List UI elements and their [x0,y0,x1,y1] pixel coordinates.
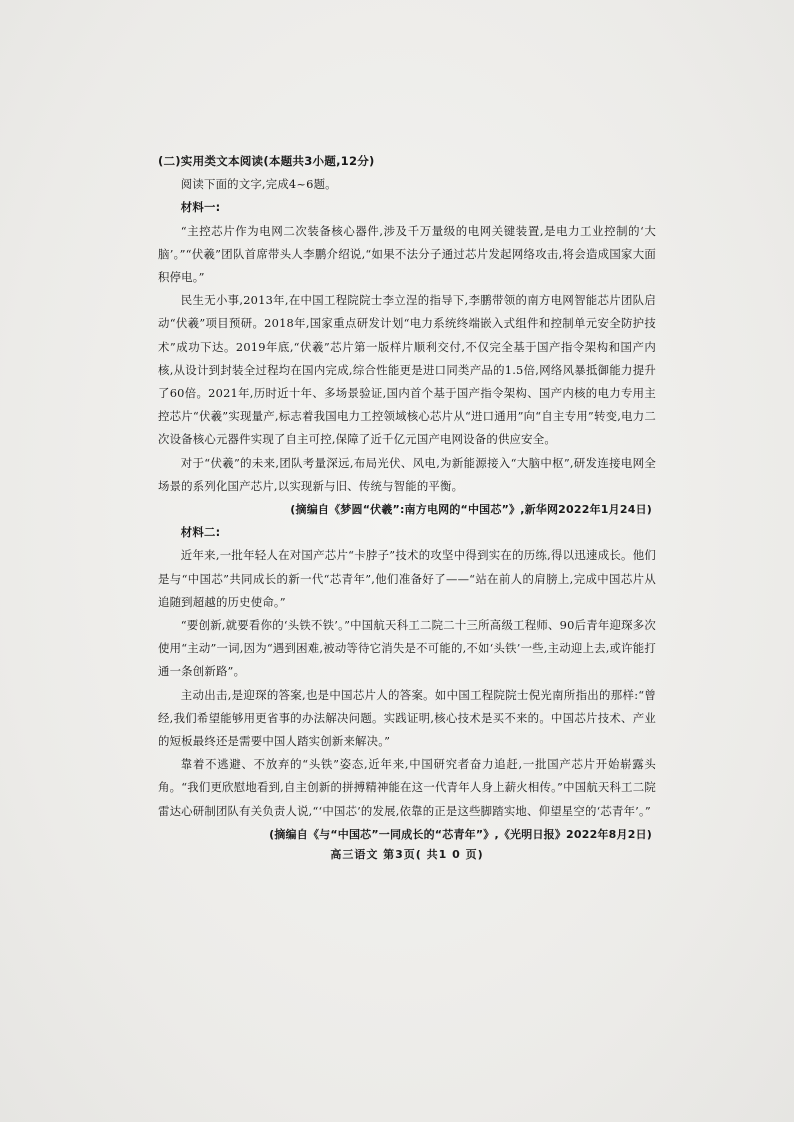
material1-paragraph: 民生无小事,2013年,在中国工程院院士李立浧的指导下,李鹏带领的南方电网智能芯片团队启动“伏羲”项目预研。2018年,国家重点研发计划“电力系统终端嵌入式组件和控制单元安全防护技术”成功下达。2019年底,“伏羲”芯片第一版样片顺利交付,不仅完全基于国产指令架构和国产内核,从设计到封装全过程均在国内完成,综合性能更是进口同类产品的1.5倍,网络风暴抵御能力提升了60倍。2021年,历时近十年、多场景验证,国内首个基于国产指令架构、国产内核的电力专用主控芯片“伏羲”实现量产,标志着我国电力工控领域核心芯片从“进口通用”向“自主专用”转变,电力二次设备核心元器件实现了自主可控,保障了近千亿元国产电网设备的供应安全。 [158,293,656,447]
material1-label: 材料一: [180,200,221,215]
material1-paragraph: 对于“伏羲”的未来,团队考量深远,布局光伏、风电,为新能源接入“大脑中枢”,研发连接电网全场景的系列化国产芯片,以实现新与旧、传统与智能的平衡。 [158,455,656,493]
material2-paragraph: “要创新,就要看你的‘头铁不铁’。”中国航天科工二院二十三所高级工程师、90后青年迎琛多次使用“主动”一词,因为“遇到困难,被动等待它消失是不可能的,不如‘头铁’一些,主动迎上去,或许能打通一条创新路”。 [158,618,656,679]
material1-source: (摘编自《梦圆“伏羲”:南方电网的“中国芯”》,新华网2022年1月24日) [290,503,652,517]
exam-page-content [158,150,656,864]
material1-paragraph: “主控芯片作为电网二次装备核心器件,涉及千万量级的电网关键装置,是电力工业控制的‘大脑’。”“伏羲”团队首席带头人李鹏介绍说,“如果不法分子通过芯片发起网络攻击,将会造成国家大面积停电。” [158,223,656,285]
section-instruction: 阅读下面的文字,完成4~6题。 [180,177,337,192]
material2-paragraph: 主动出击,是迎琛的答案,也是中国芯片人的答案。如中国工程院院士倪光南所指出的那样:“曾经,我们希望能够用更省事的办法解决问题。实践证明,核心技术是买不来的。中国芯片技术、产业的短板最终还是需要中国人踏实创新来解决。” [158,687,656,749]
material2-source: (摘编自《与“中国芯”一同成长的“芯青年”》,《光明日报》2022年8月2日) [269,827,652,841]
section-title: (二)实用类文本阅读(本题共3小题,12分) [158,154,375,168]
material2-paragraph: 靠着不逃避、不放弃的“头铁”姿态,近年来,中国研究者奋力追赶,一批国产芯片开始崭露头角。“我们更欣慰地看到,自主创新的拼搏精神能在这一代青年人身上薪火相传。”中国航天科工二院雷达心研制团队有关负责人说,“‘中国芯’的发展,依靠的正是这些脚踏实地、仰望星空的‘芯青年’。” [158,757,656,818]
material2-paragraph: 近年来,一批年轻人在对国产芯片“卡脖子”技术的攻坚中得到实在的历练,得以迅速成长。他们是与“中国芯”共同成长的新一代“芯青年”,他们准备好了——“站在前人的肩膀上,完成中国芯片从追随到超越的历史使命。” [158,548,656,609]
page-footer: 高三语文 第3页( 共1 0 页) [330,848,484,862]
material2-label: 材料二: [180,525,221,540]
